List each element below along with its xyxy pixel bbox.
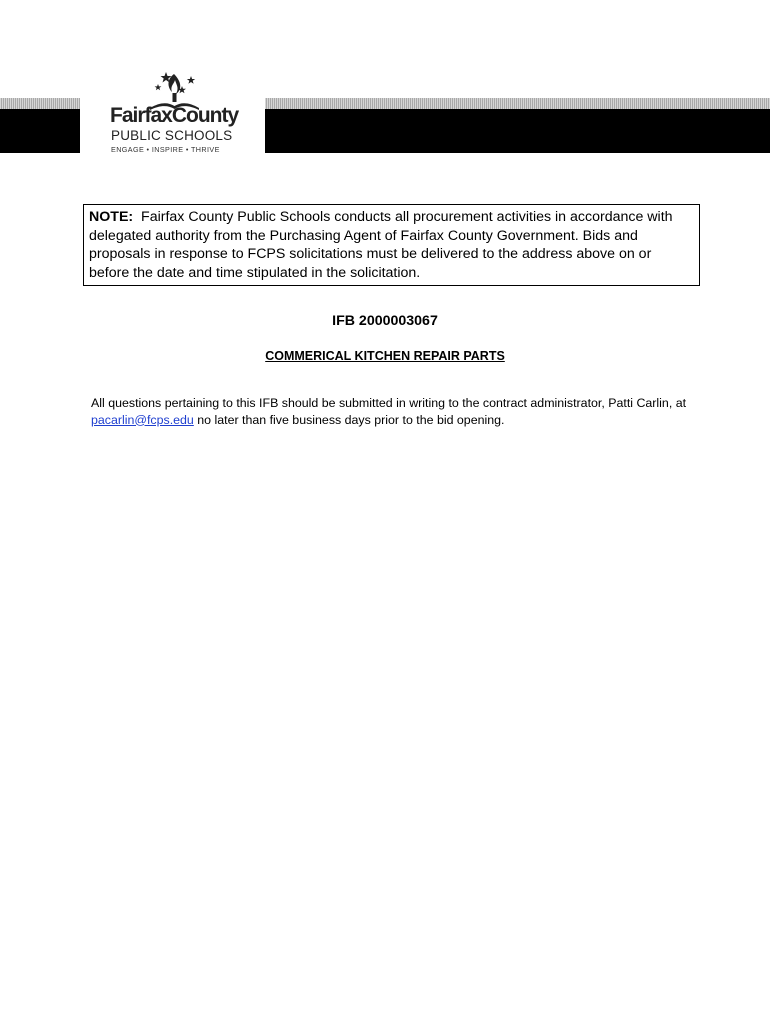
fcps-logo [80, 62, 265, 162]
header-band-right [265, 98, 770, 153]
ifb-subtitle: COMMERICAL KITCHEN REPAIR PARTS [265, 349, 505, 363]
ifb-title: IFB 2000003067 [332, 313, 438, 329]
header-band-left [0, 98, 80, 153]
note-text: Fairfax County Public Schools conducts all procurement activities in accordance with delegated authority from the Purchasing Agent of Fairfax County Government. Bids and proposals in response to FCPS solicitations must be delivered to the address above on or before the date and time stipulated in the solicitation. [89, 209, 673, 281]
logo-name: FairfaxCounty [110, 104, 239, 127]
logo-subtitle: PUBLIC SCHOOLS [111, 128, 233, 143]
logo-tagline: ENGAGE • INSPIRE • THRIVE [111, 145, 220, 154]
questions-text-before: All questions pertaining to this IFB should be submitted in writing to the contract administrator, Patti Carlin, at [91, 396, 687, 410]
contact-email-link[interactable]: pacarlin@fcps.edu [91, 412, 194, 427]
note-label: NOTE: [89, 209, 134, 225]
questions-text-after: no later than five business days prior to the bid opening. [193, 412, 505, 427]
questions-paragraph [91, 395, 731, 428]
procurement-note-box [83, 204, 700, 286]
